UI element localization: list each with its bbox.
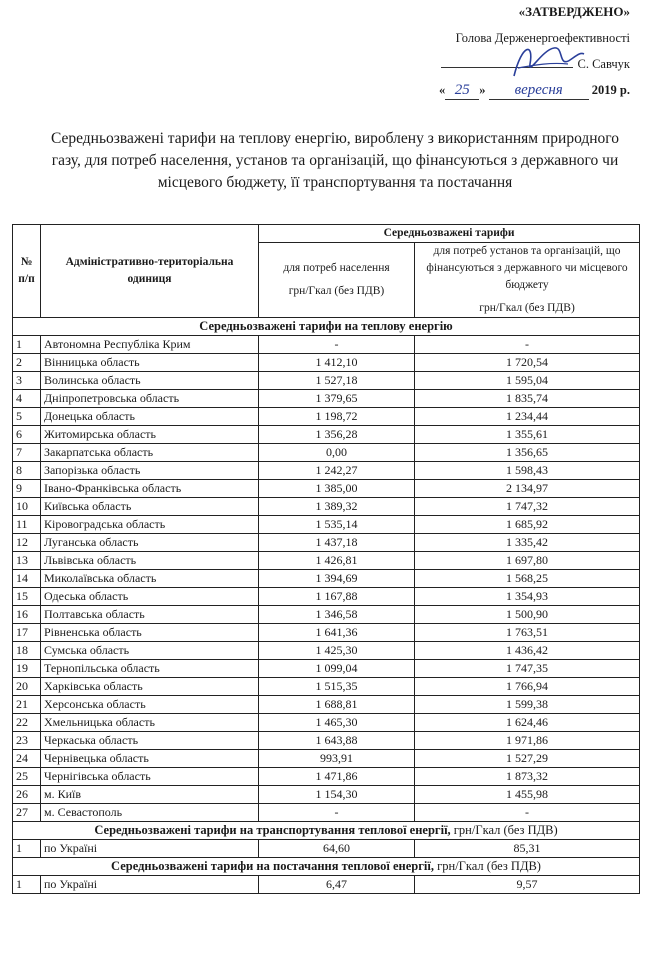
row-territory: Миколаївська область xyxy=(41,570,259,588)
row-number: 25 xyxy=(13,768,41,786)
row-number: 21 xyxy=(13,696,41,714)
row-institutions-value: 1 766,94 xyxy=(415,678,640,696)
row-territory: Дніпропетровська область xyxy=(41,390,259,408)
date-month: вересня xyxy=(489,82,589,100)
table-row xyxy=(13,498,640,516)
row-number: 17 xyxy=(13,624,41,642)
table-row xyxy=(13,552,640,570)
row-population-value: - xyxy=(259,336,415,354)
row-number: 15 xyxy=(13,588,41,606)
table-row xyxy=(13,372,640,390)
row-number: 20 xyxy=(13,678,41,696)
approval-stamp: «ЗАТВЕРДЖЕНО» xyxy=(518,4,630,19)
header-population xyxy=(259,243,415,318)
row-territory: Рівненська область xyxy=(41,624,259,642)
row-territory: Одеська область xyxy=(41,588,259,606)
row-number: 26 xyxy=(13,786,41,804)
row-number: 23 xyxy=(13,732,41,750)
row-population-value: 1 465,30 xyxy=(259,714,415,732)
row-institutions-value: 1 356,65 xyxy=(415,444,640,462)
row-population-value: 1 154,30 xyxy=(259,786,415,804)
table-row xyxy=(13,408,640,426)
row-number: 11 xyxy=(13,516,41,534)
row-population-value: 1 437,18 xyxy=(259,534,415,552)
row-territory: Донецька область xyxy=(41,408,259,426)
table-row xyxy=(13,624,640,642)
table-row xyxy=(13,786,640,804)
table-row xyxy=(13,876,640,894)
section-transport-title xyxy=(13,822,640,840)
row-number: 13 xyxy=(13,552,41,570)
handwritten-signature xyxy=(508,38,588,88)
row-population-value: 1 389,32 xyxy=(259,498,415,516)
row-territory: Тернопільська область xyxy=(41,660,259,678)
row-population-value: 64,60 xyxy=(259,840,415,858)
row-number: 12 xyxy=(13,534,41,552)
tariffs-table xyxy=(12,224,640,894)
row-population-value: 1 535,14 xyxy=(259,516,415,534)
row-population-value: 1 198,72 xyxy=(259,408,415,426)
row-population-value: 1 385,00 xyxy=(259,480,415,498)
row-territory: Запорізька область xyxy=(41,462,259,480)
row-institutions-value: 1 873,32 xyxy=(415,768,640,786)
row-territory: Хмельницька область xyxy=(41,714,259,732)
header-institutions xyxy=(415,243,640,318)
header-territory: Адміністративно-територіальна одиниця xyxy=(41,225,259,318)
row-population-value: 1 643,88 xyxy=(259,732,415,750)
row-population-value: - xyxy=(259,804,415,822)
row-territory: Львівська область xyxy=(41,552,259,570)
row-number: 4 xyxy=(13,390,41,408)
row-population-value: 1 394,69 xyxy=(259,570,415,588)
row-number: 19 xyxy=(13,660,41,678)
row-institutions-value: 1 234,44 xyxy=(415,408,640,426)
section-transport-label: Середньозважені тарифи на транспортування теплової енергії, xyxy=(94,823,451,837)
table-row xyxy=(13,444,640,462)
row-institutions-value: - xyxy=(415,336,640,354)
row-number: 16 xyxy=(13,606,41,624)
row-institutions-value: 1 697,80 xyxy=(415,552,640,570)
row-number: 14 xyxy=(13,570,41,588)
table-row xyxy=(13,714,640,732)
signer-name: С. Савчук xyxy=(577,57,630,71)
row-population-value: 1 346,58 xyxy=(259,606,415,624)
row-institutions-value: 1 685,92 xyxy=(415,516,640,534)
table-row xyxy=(13,516,640,534)
row-territory: Івано-Франківська область xyxy=(41,480,259,498)
row-population-value: 1 425,30 xyxy=(259,642,415,660)
row-territory: Херсонська область xyxy=(41,696,259,714)
row-number: 5 xyxy=(13,408,41,426)
section-heat-title: Середньозважені тарифи на теплову енергію xyxy=(13,318,640,336)
row-population-value: 1 688,81 xyxy=(259,696,415,714)
row-territory: Чернівецька область xyxy=(41,750,259,768)
document-title: Середньозважені тарифи на теплову енергію, вироблену з використанням природного газу, для потреб населення, установ та організацій, що фінансуються з державного чи місцевого бюджету, її транспортування та постачання xyxy=(50,130,620,191)
row-number: 3 xyxy=(13,372,41,390)
table-row xyxy=(13,570,640,588)
row-population-value: 0,00 xyxy=(259,444,415,462)
row-institutions-value: 1 595,04 xyxy=(415,372,640,390)
header-number: № п/п xyxy=(13,225,41,318)
table-row xyxy=(13,426,640,444)
table-row xyxy=(13,642,640,660)
row-institutions-value: 1 971,86 xyxy=(415,732,640,750)
approver-position: Голова Держенергоефективності xyxy=(455,31,630,45)
date-day: 25 xyxy=(445,82,479,100)
row-institutions-value: 9,57 xyxy=(415,876,640,894)
row-population-value: 993,91 xyxy=(259,750,415,768)
row-territory: Автономна Республіка Крим xyxy=(41,336,259,354)
row-territory: Луганська область xyxy=(41,534,259,552)
row-territory: Черкаська область xyxy=(41,732,259,750)
row-institutions-value: 1 747,32 xyxy=(415,498,640,516)
section-transport-unit: грн/Гкал (без ПДВ) xyxy=(453,823,558,837)
row-institutions-value: 1 835,74 xyxy=(415,390,640,408)
row-population-value: 1 515,35 xyxy=(259,678,415,696)
row-institutions-value: 1 355,61 xyxy=(415,426,640,444)
table-row xyxy=(13,678,640,696)
row-population-value: 1 099,04 xyxy=(259,660,415,678)
row-territory: Київська область xyxy=(41,498,259,516)
table-row xyxy=(13,606,640,624)
header-institutions-title: для потреб установ та організацій, що фінансуються з державного чи місцевого бюджету xyxy=(426,245,628,291)
row-institutions-value: 1 763,51 xyxy=(415,624,640,642)
row-population-value: 1 167,88 xyxy=(259,588,415,606)
row-territory: Житомирська область xyxy=(41,426,259,444)
row-population-value: 1 242,27 xyxy=(259,462,415,480)
row-territory: Харківська область xyxy=(41,678,259,696)
row-number: 24 xyxy=(13,750,41,768)
row-number: 18 xyxy=(13,642,41,660)
section-supply-label: Середньозважені тарифи на постачання теплової енергії, xyxy=(111,859,434,873)
row-population-value: 1 426,81 xyxy=(259,552,415,570)
row-institutions-value: 1 436,42 xyxy=(415,642,640,660)
header-institutions-unit: грн/Гкал (без ПДВ) xyxy=(479,302,575,314)
table-row xyxy=(13,768,640,786)
table-row xyxy=(13,354,640,372)
row-territory: Полтавська область xyxy=(41,606,259,624)
row-institutions-value: 85,31 xyxy=(415,840,640,858)
row-territory: Закарпатська область xyxy=(41,444,259,462)
row-institutions-value: 1 568,25 xyxy=(415,570,640,588)
table-row xyxy=(13,336,640,354)
row-number: 1 xyxy=(13,840,41,858)
row-number: 10 xyxy=(13,498,41,516)
row-institutions-value: 1 720,54 xyxy=(415,354,640,372)
row-territory: по Україні xyxy=(41,840,259,858)
date-close-quote: » xyxy=(479,83,486,97)
table-row xyxy=(13,750,640,768)
table-row xyxy=(13,732,640,750)
date-open-quote: « xyxy=(439,83,446,97)
row-institutions-value: 1 354,93 xyxy=(415,588,640,606)
row-institutions-value: 1 527,29 xyxy=(415,750,640,768)
row-number: 6 xyxy=(13,426,41,444)
table-row xyxy=(13,660,640,678)
row-number: 27 xyxy=(13,804,41,822)
row-territory: Сумська область xyxy=(41,642,259,660)
table-row xyxy=(13,696,640,714)
header-population-unit: грн/Гкал (без ПДВ) xyxy=(288,285,385,297)
row-number: 1 xyxy=(13,876,41,894)
row-territory: Вінницька область xyxy=(41,354,259,372)
row-number: 9 xyxy=(13,480,41,498)
row-territory: Волинська область xyxy=(41,372,259,390)
table-row xyxy=(13,804,640,822)
row-number: 22 xyxy=(13,714,41,732)
row-number: 7 xyxy=(13,444,41,462)
table-row xyxy=(13,462,640,480)
row-institutions-value: 1 455,98 xyxy=(415,786,640,804)
row-number: 1 xyxy=(13,336,41,354)
row-institutions-value: 2 134,97 xyxy=(415,480,640,498)
row-number: 2 xyxy=(13,354,41,372)
date-year: 2019 р. xyxy=(591,83,630,97)
row-population-value: 1 356,28 xyxy=(259,426,415,444)
row-population-value: 1 412,10 xyxy=(259,354,415,372)
table-row xyxy=(13,390,640,408)
row-institutions-value: 1 335,42 xyxy=(415,534,640,552)
row-number: 8 xyxy=(13,462,41,480)
table-row xyxy=(13,480,640,498)
row-population-value: 1 471,86 xyxy=(259,768,415,786)
row-territory: м. Київ xyxy=(41,786,259,804)
row-territory: Чернігівська область xyxy=(41,768,259,786)
row-territory: Кіровоградська область xyxy=(41,516,259,534)
row-population-value: 1 641,36 xyxy=(259,624,415,642)
row-territory: по Україні xyxy=(41,876,259,894)
row-institutions-value: 1 500,90 xyxy=(415,606,640,624)
table-row xyxy=(13,534,640,552)
row-institutions-value: 1 598,43 xyxy=(415,462,640,480)
section-supply-unit: грн/Гкал (без ПДВ) xyxy=(437,859,541,873)
row-population-value: 6,47 xyxy=(259,876,415,894)
header-group: Середньозважені тарифи xyxy=(259,225,640,243)
table-row xyxy=(13,588,640,606)
section-supply-title xyxy=(13,858,640,876)
row-institutions-value: - xyxy=(415,804,640,822)
row-institutions-value: 1 747,35 xyxy=(415,660,640,678)
row-institutions-value: 1 599,38 xyxy=(415,696,640,714)
row-institutions-value: 1 624,46 xyxy=(415,714,640,732)
row-population-value: 1 379,65 xyxy=(259,390,415,408)
row-population-value: 1 527,18 xyxy=(259,372,415,390)
header-population-title: для потреб населення xyxy=(283,262,390,274)
row-territory: м. Севастополь xyxy=(41,804,259,822)
table-row xyxy=(13,840,640,858)
